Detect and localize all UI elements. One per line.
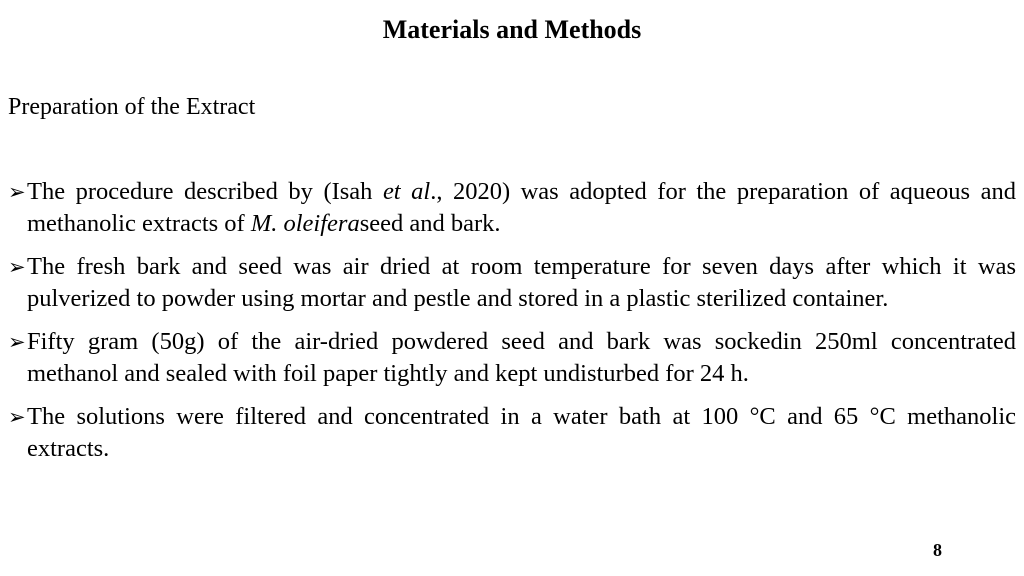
arrow-bullet-icon: ➢ <box>8 405 26 429</box>
bullet-text: Fifty gram (50g) of the air-dried powdered seed and bark was sockedin 250ml concentrated methanol and sealed with foil paper tightly and kept undisturbed for 24 h. <box>27 328 1016 387</box>
bullet-item <box>8 176 1016 240</box>
bullet-text: The solutions were filtered and concentrated in a water bath at 100 °C and 65 °C methanolic extracts. <box>27 403 1016 462</box>
bullet-text: The fresh bark and seed was air dried at room temperature for seven days after which it was pulverized to powder using mortar and pestle and stored in a plastic sterilized container. <box>27 253 1016 312</box>
bullet-text: The procedure described by (Isah <box>27 178 383 205</box>
bullet-text: seed and bark. <box>359 210 501 237</box>
arrow-bullet-icon: ➢ <box>8 330 26 354</box>
slide-title: Materials and Methods <box>382 15 642 44</box>
bullet-item <box>8 326 1016 390</box>
bullet-item <box>8 251 1016 315</box>
arrow-bullet-icon: ➢ <box>8 255 26 279</box>
bullet-italic-text: et al <box>382 178 431 205</box>
bullet-list <box>8 176 1016 465</box>
page-number: 8 <box>933 540 942 560</box>
bullet-item <box>8 401 1016 465</box>
arrow-bullet-icon: ➢ <box>8 180 26 204</box>
bullet-italic-text: M. oleifera <box>250 210 360 237</box>
section-heading: Preparation of the Extract <box>8 94 256 120</box>
bullet-text: ., 2020) was adopted for the preparation of aqueous and methanolic extracts of <box>27 178 1016 237</box>
